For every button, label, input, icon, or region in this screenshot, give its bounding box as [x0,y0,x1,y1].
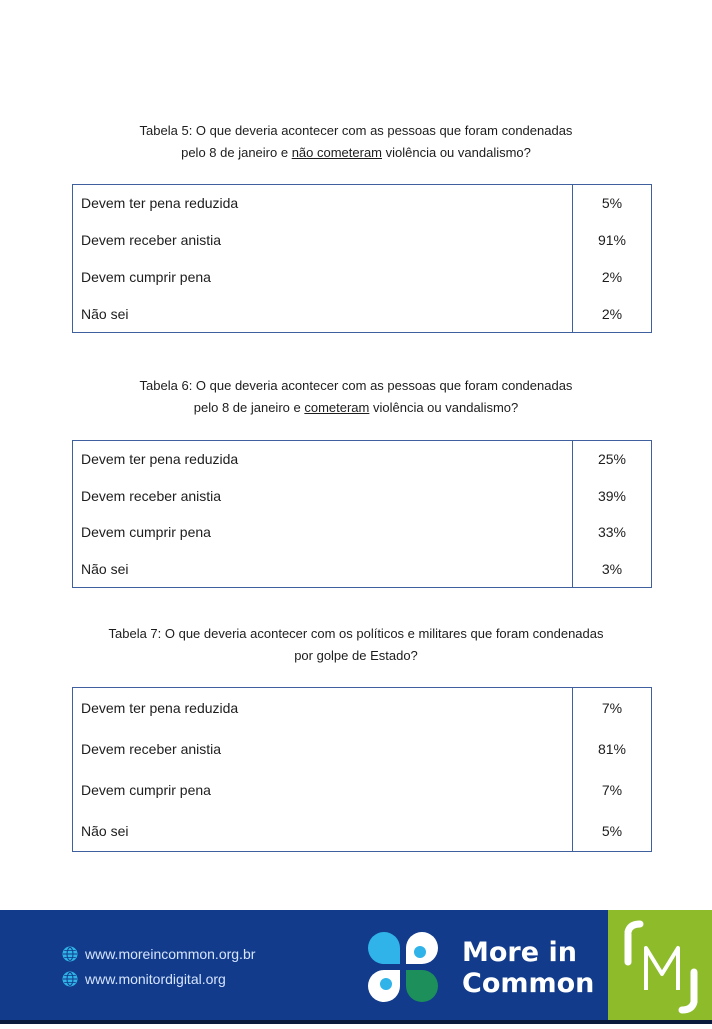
table-row [73,478,652,514]
row-value: 5% [573,185,652,222]
row-value: 7% [573,688,652,729]
row-label: Não sei [81,822,129,839]
caption-line: Tabela 6: O que deveria acontecer com as pessoas que foram condenadas [139,378,573,393]
table-row [73,514,652,550]
table-6 [72,440,652,588]
row-value: 2% [573,258,652,295]
table-row [73,550,652,587]
row-label: Não sei [81,560,129,577]
table-6-caption [0,375,712,419]
footer-link-text: www.monitordigital.org [85,971,226,987]
table-row [73,769,652,810]
footer-link-moreincommon[interactable] [62,946,255,962]
row-value: 3% [573,550,652,587]
more-in-common-logo-icon [364,928,442,1006]
brand-line: More in [462,937,577,968]
row-value: 25% [573,441,652,478]
caption-line: por golpe de Estado? [294,648,418,663]
caption-text: violência ou vandalismo? [382,145,531,160]
row-label: Devem cumprir pena [81,524,211,541]
footer [0,910,712,1024]
caption-line [0,142,712,164]
table-row [73,810,652,851]
table-7 [72,687,652,852]
row-label: Devem ter pena reduzida [81,195,239,212]
table-row [73,222,652,259]
row-value: 33% [573,514,652,550]
row-label: Devem receber anistia [81,232,222,249]
monitor-digital-logo [608,910,712,1024]
table-row [73,258,652,295]
globe-icon [62,971,78,987]
caption-text: pelo 8 de janeiro e [181,145,292,160]
row-value: 39% [573,478,652,514]
caption-text: pelo 8 de janeiro e [193,400,305,415]
row-value: 81% [573,729,652,770]
row-value: 2% [573,295,652,332]
brand-wordmark [462,937,594,999]
globe-icon [62,946,78,962]
table-5-caption [0,120,712,164]
caption-line [0,397,712,419]
row-label: Não sei [81,305,129,322]
footer-link-text: www.moreincommon.org.br [85,946,256,962]
row-value: 5% [573,810,652,851]
row-label: Devem cumprir pena [81,781,211,798]
caption-line: Tabela 7: O que deveria acontecer com os políticos e militares que foram condenadas [108,626,604,641]
row-label: Devem receber anistia [81,741,222,758]
table-7-caption [0,623,712,667]
caption-underlined: cometeram [304,400,370,415]
table-5 [72,184,652,333]
row-label: Devem cumprir pena [81,268,211,285]
row-label: Devem ter pena reduzida [81,700,239,717]
m-monogram-icon [608,910,712,1024]
table-row [73,688,652,729]
page-bottom-edge [0,1020,712,1024]
table-row [73,729,652,770]
caption-line: Tabela 5: O que deveria acontecer com as pessoas que foram condenadas [139,123,573,138]
row-value: 7% [573,769,652,810]
brand-line: Common [462,968,595,999]
caption-text: violência ou vandalismo? [369,400,519,415]
row-value: 91% [573,222,652,259]
table-row [73,185,652,222]
row-label: Devem ter pena reduzida [81,451,239,468]
row-label: Devem receber anistia [81,487,222,504]
table-row [73,295,652,332]
caption-underlined: não cometeram [291,145,383,160]
footer-link-monitordigital[interactable] [62,971,226,987]
table-row [73,441,652,478]
